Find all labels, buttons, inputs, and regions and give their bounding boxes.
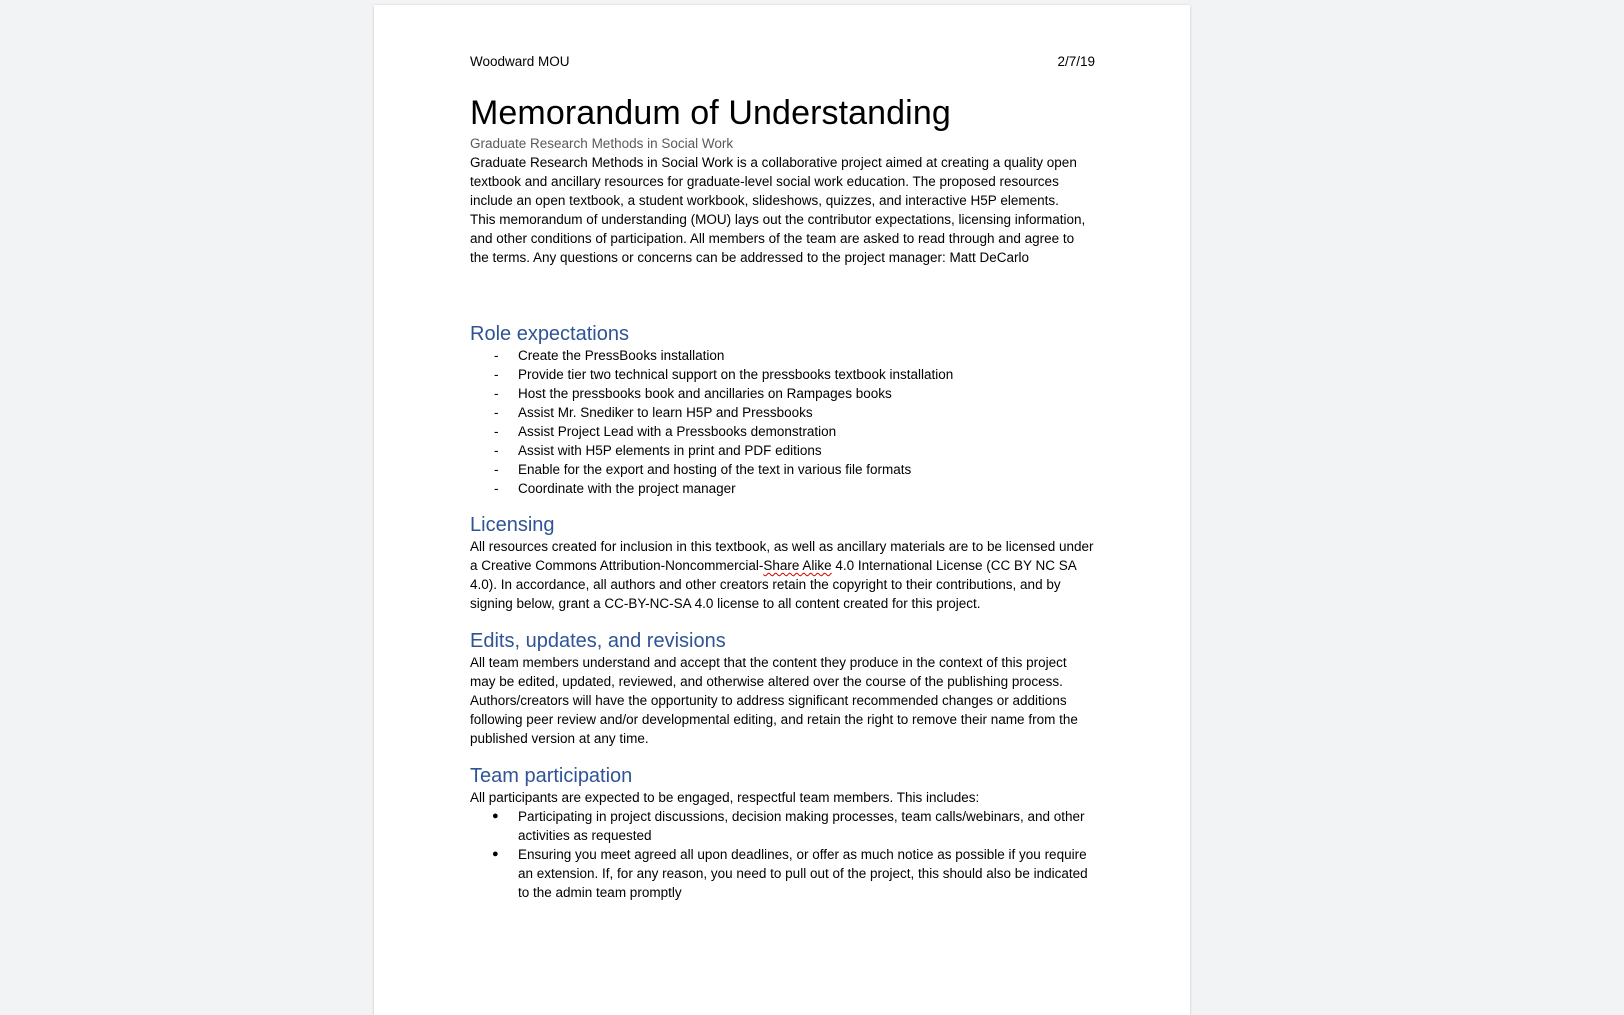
- intro-paragraph-1: Graduate Research Methods in Social Work is a collaborative project aimed at creating a quality open textbook and ancillary resources for graduate-level social work education. The proposed resources include an open textbook, a student workbook, slideshows, quizzes, and interactive H5P elements.: [470, 155, 1077, 208]
- list-item-text: Assist Mr. Snediker to learn H5P and Pressbooks: [518, 405, 813, 420]
- list-item-text: Assist with H5P elements in print and PDF editions: [518, 443, 822, 458]
- licensing-text-end: 4.0 International License (CC BY NC SA 4.0). In accordance, all authors and other creators retain the copyright to their contributions, and by signing below, grant a CC-BY-NC-SA 4.0 license to all content created for this project.: [470, 558, 1077, 611]
- intro-paragraph-2: This memorandum of understanding (MOU) lays out the contributor expectations, licensing information, and other conditions of participation. All members of the team are asked to read through and agree to the terms. Any questions or concerns can be addressed to the project manager: Matt DeCarlo: [470, 212, 1086, 265]
- document-page: [374, 5, 1190, 1015]
- licensing-paragraph: [470, 537, 1095, 613]
- list-item: [470, 384, 1095, 403]
- dash-marker: -: [494, 348, 499, 363]
- dash-marker: -: [494, 386, 499, 401]
- list-item-text: Assist Project Lead with a Pressbooks demonstration: [518, 424, 837, 439]
- dash-marker: -: [494, 462, 499, 477]
- heading-role-expectations: Role expectations: [470, 323, 629, 345]
- document-content: [470, 53, 1095, 902]
- heading-team-participation: Team participation: [470, 765, 633, 787]
- licensing-text-start: All resources created for inclusion in this textbook, as well as ancillary materials are to be licensed under a Creative Commons Attribution-Noncommercial-: [470, 539, 1094, 573]
- dash-marker: -: [494, 443, 499, 458]
- dash-marker: -: [494, 405, 499, 420]
- list-item-text: Coordinate with the project manager: [518, 481, 736, 496]
- list-item-text: Provide tier two technical support on the pressbooks textbook installation: [518, 367, 954, 382]
- list-item-text: Enable for the export and hosting of the text in various file formats: [518, 462, 912, 477]
- list-item: [470, 807, 1095, 845]
- list-item: [470, 365, 1095, 384]
- list-item: [470, 422, 1095, 441]
- header-doc-name: Woodward MOU: [470, 54, 570, 69]
- team-participation-list: [470, 807, 1095, 902]
- list-item-text: Create the PressBooks installation: [518, 348, 725, 363]
- spellcheck-flagged-word[interactable]: Share Alike: [763, 558, 832, 573]
- header-date: 2/7/19: [1057, 54, 1095, 69]
- list-item-text: Ensuring you meet agreed all upon deadlines, or offer as much notice as possible if you require an extension. If, for any reason, you need to pull out of the project, this should also be indicated to the admin team promptly: [518, 847, 1088, 900]
- document-title: Memorandum of Understanding: [470, 94, 951, 132]
- page-header: [470, 53, 1095, 71]
- list-item: [470, 441, 1095, 460]
- list-item: [470, 403, 1095, 422]
- list-item: [470, 479, 1095, 498]
- list-item-text: Host the pressbooks book and ancillaries on Rampages books: [518, 386, 892, 401]
- list-item: [470, 460, 1095, 479]
- document-subtitle: Graduate Research Methods in Social Work: [470, 136, 734, 151]
- dash-marker: -: [494, 367, 499, 382]
- list-item-text: Participating in project discussions, decision making processes, team calls/webinars, and other activities as requested: [518, 809, 1085, 843]
- bullet-marker: ●: [492, 848, 499, 860]
- bullet-marker: ●: [492, 810, 499, 822]
- team-intro: All participants are expected to be engaged, respectful team members. This includes:: [470, 790, 980, 805]
- list-item: [470, 346, 1095, 365]
- dash-marker: -: [494, 424, 499, 439]
- role-expectations-list: [470, 346, 1095, 498]
- edits-paragraph: All team members understand and accept that the content they produce in the context of this project may be edited, updated, reviewed, and otherwise altered over the course of the publishing process. Authors/creators will have the opportunity to address significant recommended changes or additions following peer review and/or developmental editing, and retain the right to remove their name from the published version at any time.: [470, 655, 1078, 746]
- dash-marker: -: [494, 481, 499, 496]
- heading-edits: Edits, updates, and revisions: [470, 630, 726, 652]
- list-item: [470, 845, 1095, 902]
- heading-licensing: Licensing: [470, 514, 555, 536]
